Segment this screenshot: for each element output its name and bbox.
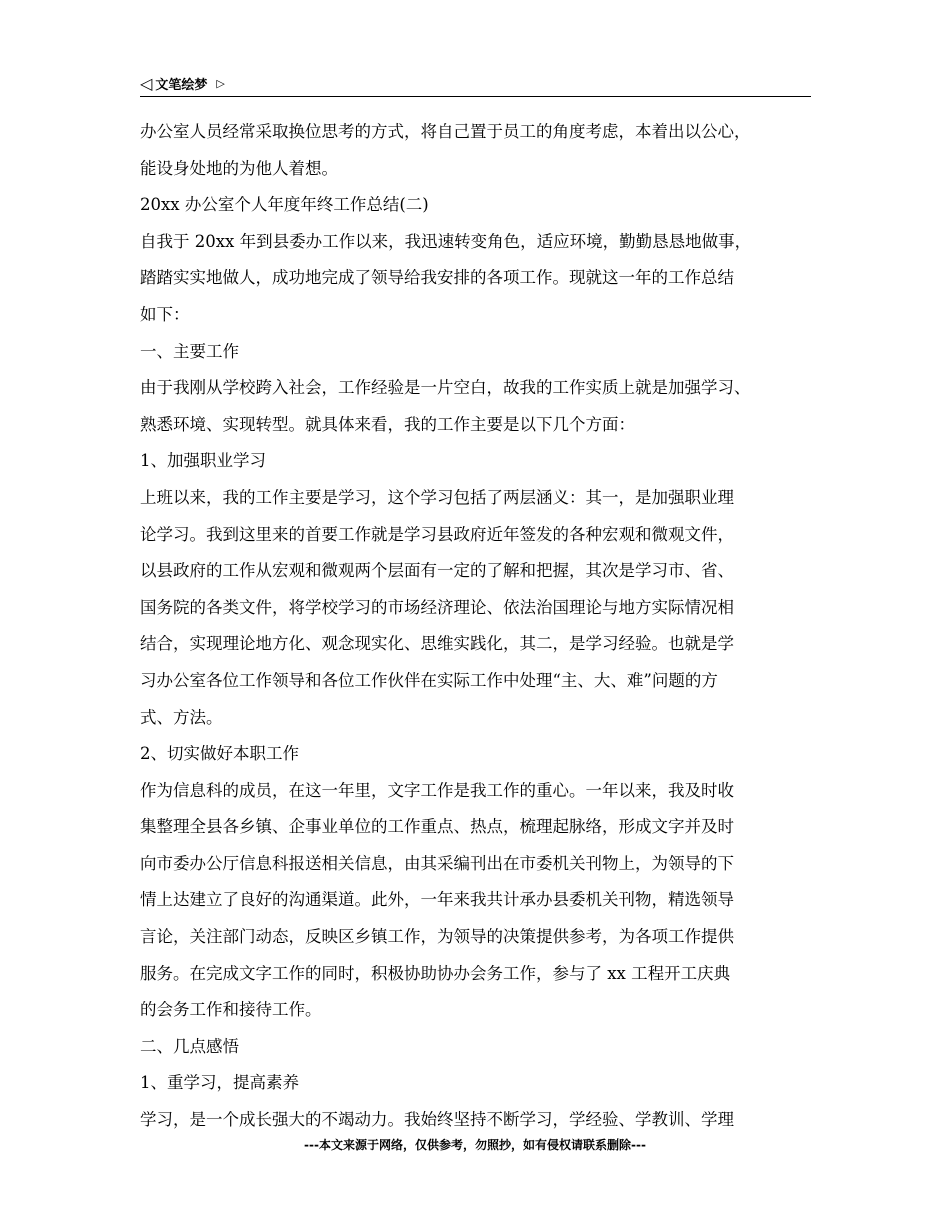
triangle-left-icon: ◁ (140, 74, 153, 93)
triangle-right-icon: ▷ (216, 77, 225, 90)
text-line: 情上达建立了良好的沟通渠道。此外，一年来我共计承办县委机关刊物，精选领导 (140, 890, 734, 910)
text-line: 习办公室各位工作领导和各位工作伙伴在实际工作中处理“主、大、难”问题的方 (140, 670, 718, 690)
text-line: 1、重学习，提高素养 (140, 1073, 299, 1093)
text-line: 自我于 20xx 年到县委办工作以来，我迅速转变角色，适应环境，勤勤恳恳地做事， (140, 231, 752, 251)
text-line: 踏踏实实地做人，成功地完成了领导给我安排的各项工作。现就这一年的工作总结 (140, 268, 734, 288)
text-line: 向市委办公厅信息科报送相关信息，由其采编刊出在市委机关刊物上，为领导的下 (140, 853, 734, 873)
text-line: 言论，关注部门动态，反映区乡镇工作，为领导的决策提供参考，为各项工作提供 (140, 927, 734, 947)
text-line: 20xx 办公室个人年度年终工作总结(二) (140, 195, 429, 215)
text-line: 论学习。我到这里来的首要工作就是学习县政府近年签发的各种宏观和微观文件， (140, 524, 734, 544)
text-line: 结合，实现理论地方化、观念现实化、思维实践化，其二，是学习经验。也就是学 (140, 634, 734, 654)
text-line: 学习，是一个成长强大的不竭动力。我始终坚持不断学习，学经验、学教训、学理 (140, 1110, 734, 1130)
document-body (140, 114, 820, 1139)
text-line: 熟悉环境、实现转型。就具体来看，我的工作主要是以下几个方面： (140, 414, 635, 434)
text-line: 办公室人员经常采取换位思考的方式，将自己置于员工的角度考虑，本着出以公心， (140, 122, 751, 141)
text-line: 1、加强职业学习 (140, 451, 266, 471)
text-line: 如下： (140, 304, 190, 324)
text-line: 式、方法。 (140, 707, 223, 727)
text-line: 2、切实做好本职工作 (140, 744, 299, 764)
text-line: 二、几点感悟 (140, 1036, 239, 1056)
brand (140, 74, 225, 93)
text-line: 作为信息科的成员，在这一年里，文字工作是我工作的重心。一年以来，我及时收 (140, 780, 734, 800)
text-line: 的会务工作和接待工作。 (140, 1000, 322, 1020)
text-line: 上班以来，我的工作主要是学习，这个学习包括了两层涵义：其一，是加强职业理 (140, 487, 734, 507)
text-line: 集整理全县各乡镇、企事业单位的工作重点、热点，梳理起脉络，形成文字并及时 (140, 817, 734, 837)
brand-title: 文笔绘梦 (155, 78, 208, 93)
text-line: 以县政府的工作从宏观和微观两个层面有一定的了解和把握，其次是学习市、省、 (140, 561, 734, 581)
text-line: 国务院的各类文件，将学校学习的市场经济理论、依法治国理论与地方实际情况相 (140, 597, 734, 617)
page-header (140, 72, 811, 97)
text-line: 一、主要工作 (140, 341, 239, 361)
text-line: 由于我刚从学校跨入社会，工作经验是一片空白，故我的工作实质上就是加强学习、 (140, 378, 751, 398)
footer-disclaimer: ---本文来源于网络，仅供参考，勿照抄，如有侵权请联系删除--- (304, 1138, 646, 1152)
text-line: 服务。在完成文字工作的同时，积极协助协办会务工作，参与了 xx 工程开工庆典 (140, 963, 731, 983)
text-line: 能设身处地的为他人着想。 (140, 158, 338, 178)
